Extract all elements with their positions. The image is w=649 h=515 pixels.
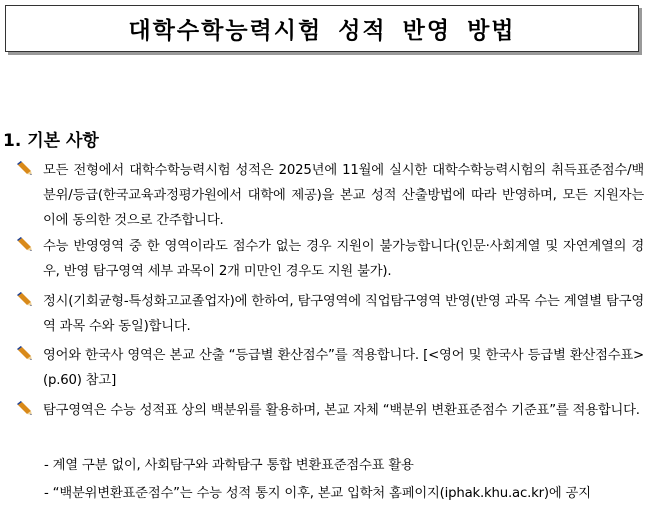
sub-item: - 계열 구분 없이, 사회탐구와 과학탐구 통합 변환표준점수표 활용 [44,458,414,473]
list-item [16,343,644,393]
page-title: 대학수학능력시험 성적 반영 방법 [128,18,516,44]
item-text: 수능 반영영역 중 한 영역이라도 점수가 없는 경우 지원이 불가능합니다(인문·사회계열 및 자연계열의 경우, 반영 탐구영역 세부 과목이 2개 미만인 경우도 지원 불가). [43,239,644,279]
title-box [5,5,639,52]
list-item [16,234,644,284]
list-item [16,289,644,339]
item-text: 영어와 한국사 영역은 본교 산출 “등급별 환산점수”를 적용합니다. [<영어 및 한국사 등급별 환산점수표>(p.60) 참고] [43,348,644,388]
item-text: 탐구영역은 수능 성적표 상의 백분위를 활용하며, 본교 자체 “백분위 변환표준점수 기준표”를 적용합니다. [43,403,640,418]
list-item [16,158,644,233]
pencil-icon [16,161,34,177]
pencil-icon [16,292,34,308]
pencil-icon [16,401,34,417]
sub-item: - “백분위변환표준점수”는 수능 성적 통지 이후, 본교 입학처 홈페이지(iphak.khu.ac.kr)에 공지 [44,486,591,501]
item-text: 정시(기회균형-특성화고교졸업자)에 한하여, 탐구영역에 직업탐구영역 반영(반영 과목 수는 계열별 탐구영역 과목 수와 동일)합니다. [43,294,644,334]
pencil-icon [16,346,34,362]
list-item [16,398,644,423]
section-heading: 1. 기본 사항 [3,131,99,151]
item-text: 모든 전형에서 대학수학능력시험 성적은 2025년에 11월에 실시한 대학수학능력시험의 취득표준점수/백분위/등급(한국교육과정평가원에서 대학에 제공)을 본교 성적 산출방법에 따라 반영하며, 모든 지원자는 이에 동의한 것으로 간주합니다. [43,163,644,228]
pencil-icon [16,237,34,253]
